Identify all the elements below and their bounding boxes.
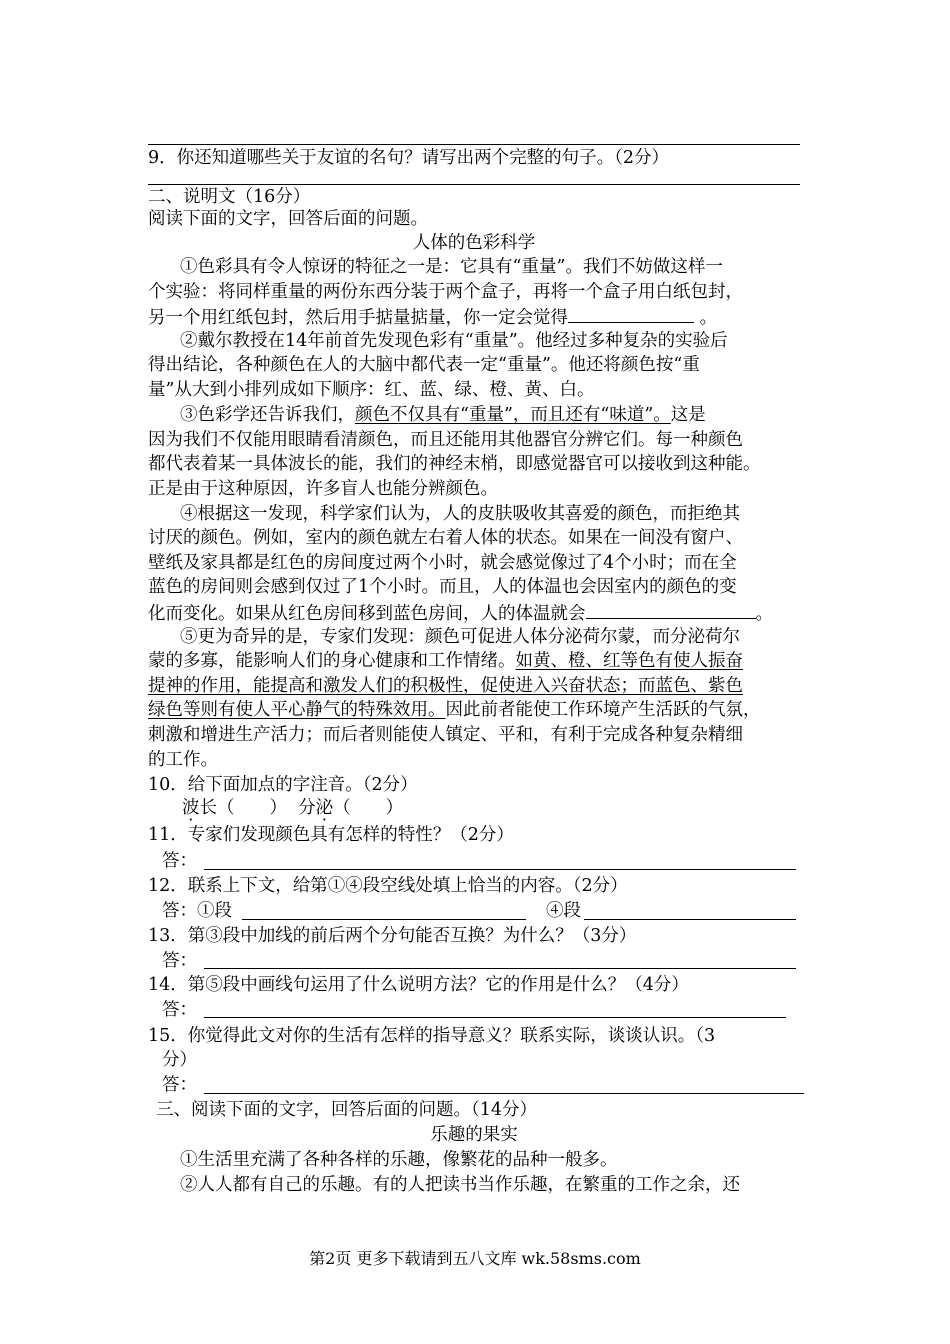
word-1-rest[interactable]: 长（ ） [199, 798, 287, 818]
question-12: 12．联系上下文，给第①④段空线处填上恰当的内容。（2分） [148, 876, 628, 896]
answer-label-q15: 答： [162, 1075, 197, 1095]
paragraph-3-line-2: 因为我们不仅能用眼睛看清颜色，而且还能用其他器官分辨它们。每一种颜色 [148, 430, 743, 450]
paragraph-4-line-3: 壁纸及家具都是红色的房间度过两个小时，就会感觉像过了4个小时；而在全 [148, 553, 737, 573]
paragraph-5-line-4-tail: 因此前者能使工作环境产生活跃的气氛， [445, 700, 761, 720]
section-2-instruction: 阅读下面的文字，回答后面的问题。 [148, 209, 428, 229]
paragraph-2-line-3: 量”从大到小排列成如下顺序：红、蓝、绿、橙、黄、白。 [148, 380, 595, 400]
answer-line-q12-para4[interactable] [584, 919, 796, 920]
paragraph-5-line-2-lead: 蒙的多寡，能影响人们的身心健康和工作情绪。 [148, 651, 516, 671]
paragraph-1-line-3-text: 另一个用红纸包封，然后用手掂量掂量，你一定会觉得 [148, 308, 568, 328]
dotted-char-2: 泌 [315, 798, 334, 818]
paragraph-3-tail: 这是 [670, 405, 706, 425]
paragraph-1-end: 。 [699, 308, 718, 328]
paragraph-5-line-5: 刺激和增进生产活力；而后者则能使人镇定、平和，有利于完成各种复杂精细 [148, 725, 743, 745]
blank-paragraph-1[interactable] [568, 304, 694, 323]
answer-label-q13: 答： [162, 951, 197, 971]
paragraph-4-line-2: 讨厌的颜色。例如，室内的颜色就左右着人体的状态。如果在一间没有窗户、 [148, 528, 743, 548]
question-13: 13．第③段中加线的前后两个分句能否互换？为什么？（3分） [148, 926, 637, 946]
paragraph-4-end: 。 [755, 604, 773, 624]
paragraph-4-line-4: 蓝色的房间则会感到仅过了1个小时。而且，人的体温也会因室内的颜色的变 [148, 577, 737, 597]
answer-line-q8[interactable] [148, 144, 800, 145]
paragraph-5-underlined-end: 绿色等则有使人平心静气的特殊效用。 [148, 700, 446, 720]
question-15-line-2: 分） [162, 1050, 197, 1070]
paragraph-2-line-1: ②戴尔教授在14年前首先发现色彩有“重量”。他经过多种复杂的实验后 [180, 331, 728, 351]
word-2-rest[interactable]: （ ） [333, 798, 404, 818]
question-10: 10．给下面加点的字注音。（2分） [148, 775, 418, 795]
article-title: 人体的色彩科学 [412, 233, 536, 253]
question-10-words [182, 796, 403, 820]
answer-label-q12: 答：①段 [162, 901, 232, 921]
page-footer: 第2页 更多下载请到五八文库 wk.58sms.com [309, 1249, 641, 1268]
answer-label-q14: 答： [162, 1000, 197, 1020]
question-9: 9．你还知道哪些关于友谊的名句？请写出两个完整的句子。（2分） [148, 148, 670, 168]
answer-label-q11: 答： [162, 851, 197, 871]
paragraph-4-line-5 [148, 600, 773, 626]
paragraph-3-underlined-sentence: 颜色不仅具有“重量”，而且还有“味道”。 [355, 405, 671, 425]
paragraph-1-line-3 [148, 304, 717, 330]
answer-line-q14[interactable] [204, 1017, 786, 1018]
paragraph-4-line-1: ④根据这一发现，科学家们认为，人的皮肤吸收其喜爱的颜色，而拒绝其 [180, 504, 740, 524]
paragraph-1-line-1: ①色彩具有令人惊讶的特征之一是：它具有“重量”。我们不妨做这样一 [180, 257, 723, 277]
word-2-lead: 分 [298, 798, 316, 818]
paragraph-4-line-5-text: 化而变化。如果从红色房间移到蓝色房间，人的体温就会 [148, 604, 586, 624]
paragraph-3-lead: ③色彩学还告诉我们， [180, 405, 355, 425]
section-3-heading: 三、阅读下面的文字，回答后面的问题。（14分） [156, 1100, 538, 1120]
answer-line-q15[interactable] [204, 1093, 804, 1094]
paragraph-5-underlined-start: 如黄、橙、红等色有使人振奋 [515, 651, 743, 671]
paragraph-3-line-3: 都代表着某一具体波长的能，我们的神经末梢，即感觉器官可以接收到这种能。 [148, 454, 761, 474]
section-3-article-title: 乐趣的果实 [430, 1125, 518, 1145]
question-11: 11．专家们发现颜色具有怎样的特性？（2分） [148, 825, 514, 845]
paragraph-5-line-2 [148, 649, 743, 673]
section-2-heading: 二、说明文（16分） [148, 187, 311, 207]
paragraph-1-line-2: 个实验：将同样重量的两份东西分装于两个盒子，再将一个盒子用白纸包封， [148, 282, 743, 302]
question-15-line-1: 15．你觉得此文对你的生活有怎样的指导意义？联系实际，谈谈认识。（3 [148, 1026, 716, 1046]
paragraph-5-line-4 [148, 698, 761, 722]
answer-line-q12-para1[interactable] [242, 919, 526, 920]
paragraph-3-line-4: 正是由于这种原因，许多盲人也能分辨颜色。 [148, 479, 498, 499]
paragraph-5-line-3: 提神的作用，能提高和激发人们的积极性，促使进入兴奋状态；而蓝色、紫色 [148, 676, 743, 696]
section-3-paragraph-2: ②人人都有自己的乐趣。有的人把读书当作乐趣，在繁重的工作之余，还 [180, 1175, 740, 1195]
question-14: 14．第⑤段中画线句运用了什么说明方法？它的作用是什么？（4分） [148, 975, 689, 995]
dotted-char-1: 波 [182, 798, 200, 818]
paragraph-2-line-2: 得出结论，各种颜色在人的大脑中都代表一定“重量”。他还将颜色按“重 [148, 355, 700, 375]
paragraph-3-line-1 [180, 403, 706, 427]
answer-line-q13[interactable] [204, 968, 796, 969]
paragraph-5-line-1: ⑤更为奇异的是，专家们发现：颜色可促进人体分泌荷尔蒙，而分泌荷尔 [180, 627, 740, 647]
paragraph-5-line-6: 的工作。 [148, 750, 218, 770]
section-3-paragraph-1: ①生活里充满了各种各样的乐趣，像繁花的品种一般多。 [180, 1150, 618, 1170]
answer-line-q11[interactable] [204, 869, 796, 870]
answer-label-q12-para4: ④段 [546, 901, 581, 921]
blank-paragraph-4[interactable] [586, 600, 756, 619]
